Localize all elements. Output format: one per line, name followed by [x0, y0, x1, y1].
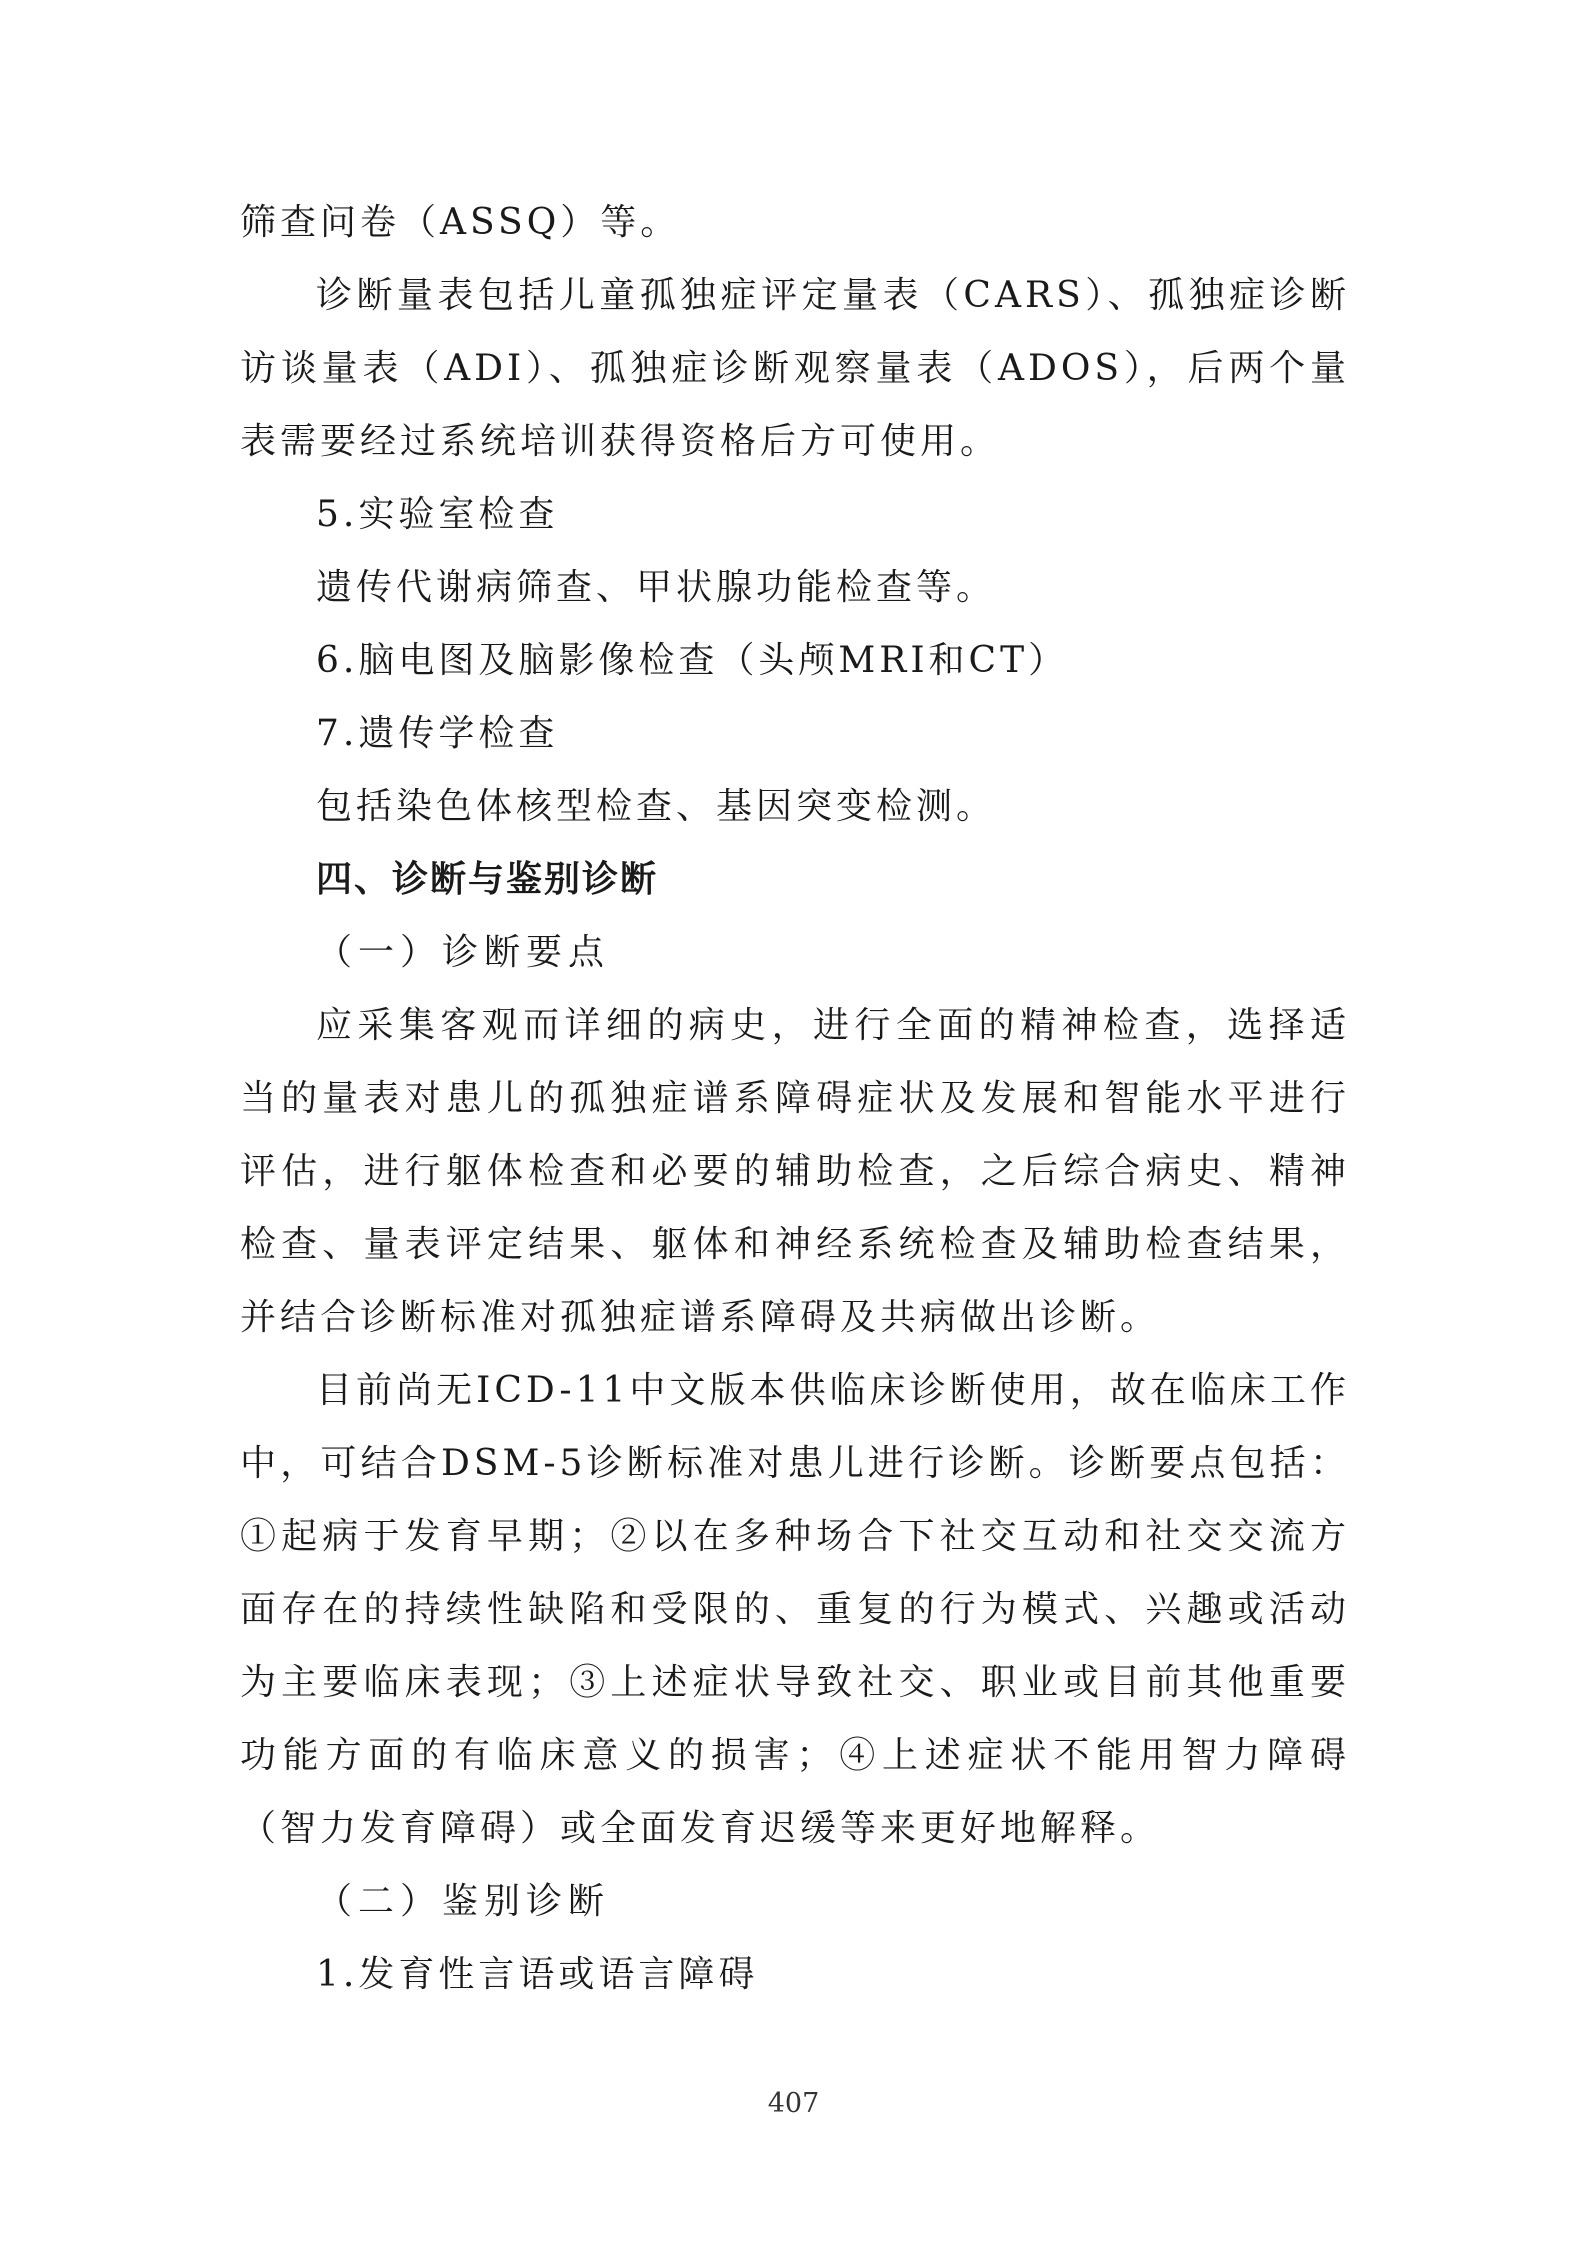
- heading-genetic-tests: 7.遗传学检查: [316, 713, 559, 754]
- page-number: 407: [767, 2088, 820, 2119]
- heading-language-disorder: 1.发育性言语或语言障碍: [316, 1954, 759, 1995]
- paragraph-genetic-tests: 包括染色体核型检查、基因突变检测。: [316, 786, 997, 827]
- paragraph-diagnostic-points: 应采集客观而详细的病史，进行全面的精神检查，选择适当的量表对患儿的孤独症谱系障碍症状及发展和智能水平进行评估，进行躯体检查和必要的辅助检查，之后综合病史、精神检查、量表评定结果、躯体和神经系统检查及辅助检查结果，并结合诊断标准对孤独症谱系障碍及共病做出诊断。: [240, 1005, 1350, 1338]
- paragraph-lab-tests: 遗传代谢病筛查、甲状腺功能检查等。: [316, 567, 997, 608]
- paragraph-diagnostic-scales: 诊断量表包括儿童孤独症评定量表（CARS）、孤独症诊断访谈量表（ADI）、孤独症诊断观察量表（ADOS），后两个量表需要经过系统培训获得资格后方可使用。: [240, 275, 1350, 462]
- section-heading-diagnosis: 四、诊断与鉴别诊断: [316, 859, 659, 900]
- heading-lab-tests: 5.实验室检查: [316, 494, 559, 535]
- subsection-heading-diagnostic-points: （一）诊断要点: [316, 932, 611, 973]
- heading-eeg-imaging: 6.脑电图及脑影像检查（头颅MRI和CT）: [316, 640, 1069, 681]
- subsection-heading-differential-diagnosis: （二）鉴别诊断: [316, 1881, 611, 1922]
- paragraph-dsm5-criteria: 目前尚无ICD-11中文版本供临床诊断使用，故在临床工作中，可结合DSM-5诊断标准对患儿进行诊断。诊断要点包括：①起病于发育早期；②以在多种场合下社交互动和社交交流方面存在的持续性缺陷和受限的、重复的行为模式、兴趣或活动为主要临床表现；③上述症状导致社交、职业或目前其他重要功能方面的有临床意义的损害；④上述症状不能用智力障碍（智力发育障碍）或全面发育迟缓等来更好地解释。: [240, 1370, 1350, 1849]
- paragraph-screening-questionnaire: 筛查问卷（ASSQ）等。: [240, 202, 681, 243]
- document-body: [240, 186, 1350, 2011]
